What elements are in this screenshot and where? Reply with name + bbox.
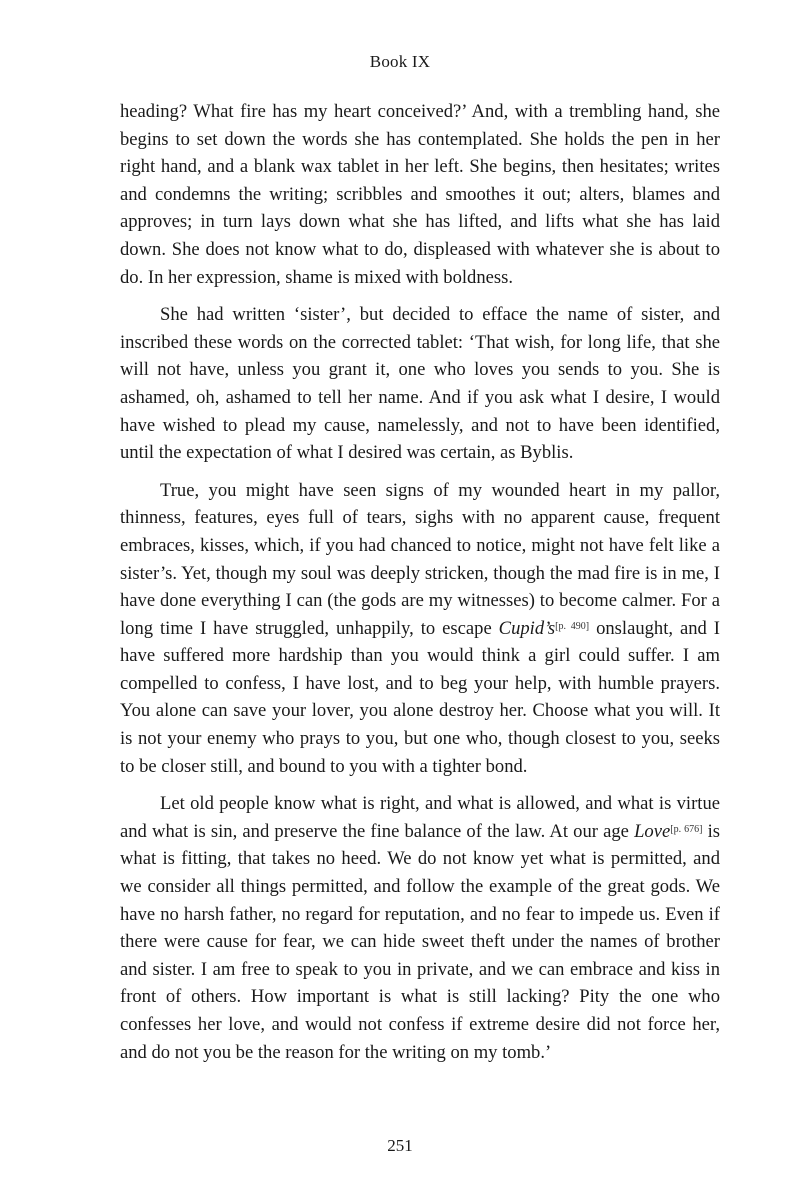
cupid-term: Cupid’s: [498, 617, 556, 639]
paragraph-3: [120, 477, 720, 781]
paragraph-3-text-b: onslaught, and I have suffered more hardship than you would think a girl could suffer. I am compelled to confess, I have lost, and to beg your help, with humble prayers. You alone can save your lover, you alone destroy her. Choose what you will. It is not your enemy who prays to you, but one who, though closest to you, seeks to be closer still, and bound to you with a tighter bond.: [120, 617, 720, 777]
page-reference-490[interactable]: [p. 490]: [555, 620, 590, 632]
page-number: 251: [387, 1136, 413, 1155]
paragraph-2: She had written ‘sister’, but decided to efface the name of sister, and inscribed these words on the corrected tablet: ‘That wish, for long life, that she will not have, unless you grant it, one who loves you sends to you. She is ashamed, oh, ashamed to tell her name. And if you ask what I desire, I would have wished to plead my cause, namelessly, and not to have been identified, until the expectation of what I desired was certain, as Byblis.: [120, 304, 720, 464]
paragraph-4-text-a: Let old people know what is right, and what is allowed, and what is virtue and what is sin, and preserve the fine balance of the law. At our age: [120, 793, 720, 842]
love-term: Love: [634, 820, 671, 842]
page-reference-676[interactable]: [p. 676]: [670, 823, 703, 835]
paragraph-3-text-a: True, you might have seen signs of my wounded heart in my pallor, thinness, features, eyes full of tears, sighs with no apparent cause, frequent embraces, kisses, which, if you had chanced to notice, might not have felt like a sister’s. Yet, though my soul was deeply stricken, though the mad fire is in me, I have done everything I can (the gods are my witnesses) to become calmer. For a long time I have struggled, unhappily, to escape: [120, 479, 720, 639]
paragraph-4: [120, 790, 720, 1066]
running-head: Book IX: [369, 52, 431, 71]
body-text: [120, 98, 720, 1076]
paragraph-4-text-b: is what is fitting, that takes no heed. We do not know yet what is permitted, and we consider all things permitted, and follow the example of the great gods. We have no harsh father, no regard for reputation, and no fear to impede us. Even if there were cause for fear, we can hide sweet theft under the names of brother and sister. I am free to speak to you in private, and we can embrace and kiss in front of others. How important is what is still lacking? Pity the one who confesses her love, and would not confess if extreme desire did not force her, and do not you be the reason for the writing on my tomb.’: [120, 820, 720, 1063]
paragraph-1: heading? What fire has my heart conceived?’ And, with a trembling hand, she begins to set down the words she has contemplated. She holds the pen in her right hand, and a blank wax tablet in her left. She begins, then hesitates; writes and condemns the writing; scribbles and smoothes it out; alters, blames and approves; in turn lays down what she has lifted, and lifts what she has laid down. She does not know what to do, displeased with whatever she is about to do. In her expression, shame is mixed with boldness.: [120, 101, 720, 288]
